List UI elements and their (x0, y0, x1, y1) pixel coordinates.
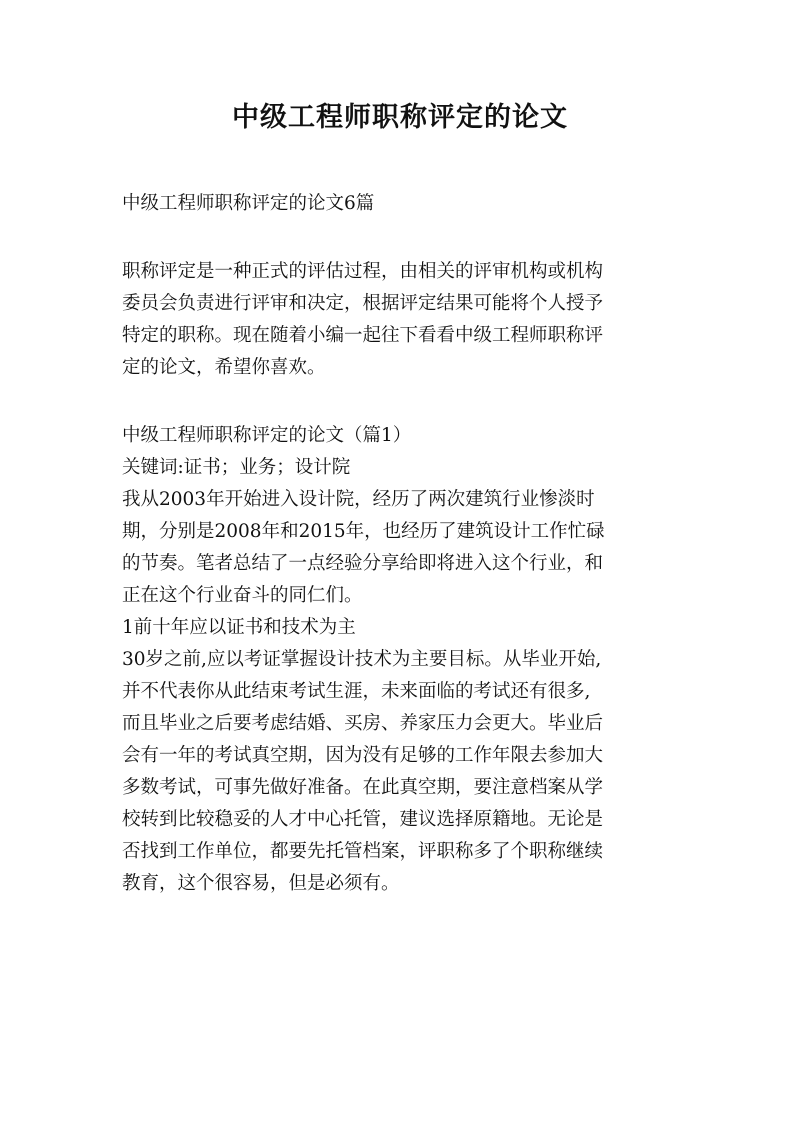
paragraph-line: 期，分别是2008年和2015年，也经历了建筑设计工作忙碌 (122, 521, 605, 542)
paragraph-line: 否找到工作单位，都要先托管档案，评职称多了个职称继续 (122, 841, 604, 862)
intro-paragraph (122, 256, 692, 384)
body-paragraph-1 (122, 484, 692, 612)
paragraph-line: 而且毕业之后要考虑结婚、买房、养家压力会更大。毕业后 (122, 713, 604, 734)
document-subtitle: 中级工程师职称评定的论文6篇 (122, 193, 375, 214)
paragraph-line: 并不代表你从此结束考试生涯，未来面临的考试还有很多, (122, 681, 591, 702)
intro-line: 定的论文，希望你喜欢。 (122, 357, 326, 378)
intro-line: 职称评定是一种正式的评估过程，由相关的评审机构或机构 (122, 261, 604, 282)
paragraph-line: 30岁之前,应以考证掌握设计技术为主要目标。从毕业开始, (122, 649, 602, 670)
document-title: 中级工程师职称评定的论文 (232, 102, 568, 133)
paragraph-line: 我从2003年开始进入设计院，经历了两次建筑行业惨淡时 (122, 489, 595, 510)
article-heading: 中级工程师职称评定的论文（篇1） (122, 425, 412, 446)
document-body (122, 188, 692, 900)
paragraph-line: 多数考试，可事先做好准备。在此真空期，要注意档案从学 (122, 777, 604, 798)
keywords-line: 关键词:证书；业务；设计院 (122, 457, 351, 478)
paragraph-line: 正在这个行业奋斗的同仁们。 (122, 585, 363, 606)
intro-line: 特定的职称。现在随着小编一起往下看看中级工程师职称评 (122, 325, 604, 346)
intro-line: 委员会负责进行评审和决定，根据评定结果可能将个人授予 (122, 293, 604, 314)
paragraph-line: 校转到比较稳妥的人才中心托管，建议选择原籍地。无论是 (122, 809, 604, 830)
section-heading: 1前十年应以证书和技术为主 (122, 617, 356, 638)
paragraph-line: 会有一年的考试真空期，因为没有足够的工作年限去参加大 (122, 745, 604, 766)
paragraph-line: 的节奏。笔者总结了一点经验分享给即将进入这个行业，和 (122, 553, 604, 574)
body-paragraph-2 (122, 644, 692, 900)
paragraph-line: 教育，这个很容易，但是必须有。 (122, 873, 400, 894)
